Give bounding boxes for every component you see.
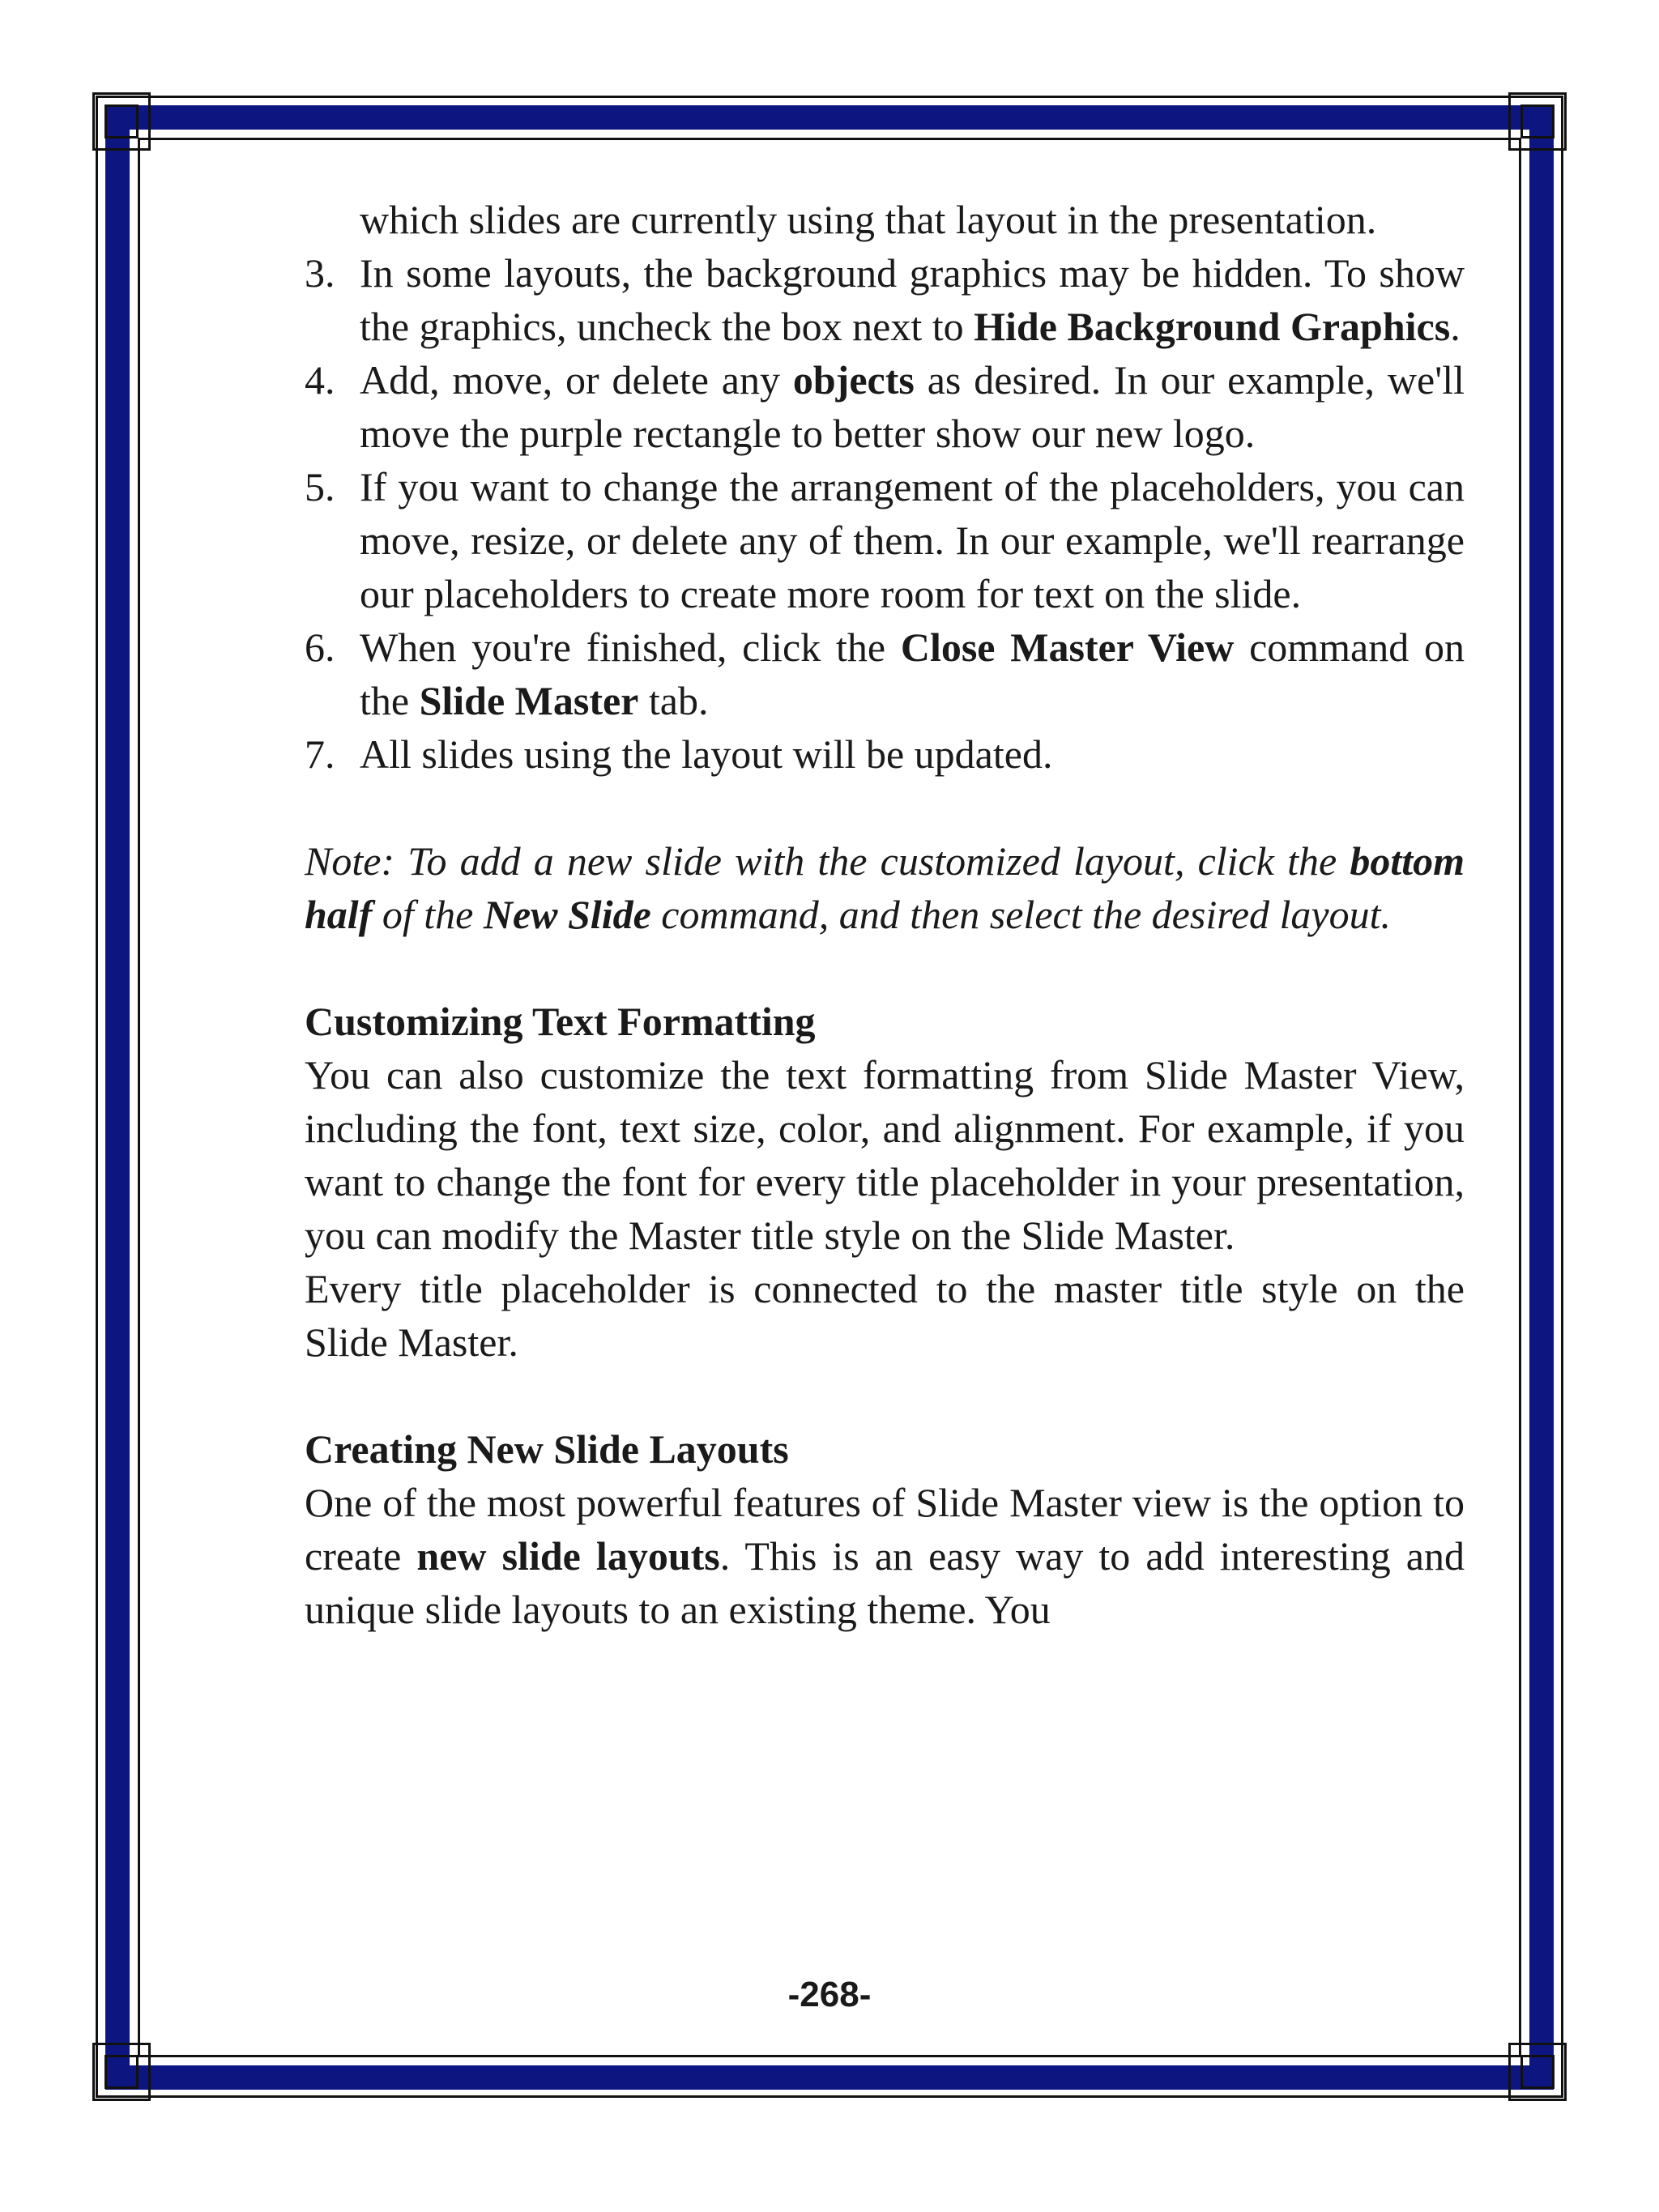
section-heading-creating-layouts: Creating New Slide Layouts — [305, 1426, 789, 1472]
list-item — [305, 727, 1465, 781]
step-text: Add, move, or delete any objects as desired. In our example, we'll move the purple rectangle to better show our new logo. — [360, 357, 1465, 456]
step-text: If you want to change the arrangement of the placeholders, you can move, resize, or delete any of them. In our example, we'll rearrange our placeholders to create more room for text on the slide. — [360, 464, 1465, 616]
list-item — [305, 460, 1465, 620]
list-item — [305, 353, 1465, 460]
page-number: -268- — [787, 1975, 872, 2014]
body-paragraph: You can also customize the text formatting from Slide Master View, including the font, text size, color, and alignment. For example, if you want to change the font for every title placeholder in your presentation, you can modify the Master title style on the Slide Master. — [305, 1052, 1465, 1258]
note-paragraph: Note: To add a new slide with the customized layout, click the bottom half of the New Slide command, and then select the desired layout. — [305, 838, 1465, 937]
page-content — [305, 193, 1465, 1636]
step-number: 7. — [305, 731, 335, 777]
step-number: 4. — [305, 357, 335, 403]
step-text: In some layouts, the background graphics may be hidden. To show the graphics, uncheck the box next to Hide Background Graphics. — [360, 250, 1465, 349]
step-number: 3. — [305, 250, 335, 296]
frame-corner-bottom-left — [92, 2043, 151, 2101]
section-heading-customizing-text: Customizing Text Formatting — [305, 999, 816, 1044]
step-number: 6. — [305, 624, 335, 670]
step-number: 5. — [305, 464, 335, 509]
frame-corner-top-right — [1508, 92, 1567, 151]
frame-corner-top-left — [92, 92, 151, 151]
list-item — [305, 620, 1465, 727]
list-continuation — [360, 193, 1465, 246]
list-item — [305, 246, 1465, 353]
steps-list — [305, 246, 1465, 781]
frame-corner-bottom-right — [1508, 2043, 1567, 2101]
body-paragraph: One of the most powerful features of Slide Master view is the option to create new slide layouts. This is an easy way to add interesting and unique slide layouts to an existing theme. You — [305, 1480, 1465, 1632]
step-text: All slides using the layout will be updated. — [360, 731, 1053, 777]
step-text: When you're finished, click the Close Master View command on the Slide Master tab. — [360, 624, 1465, 723]
continuation-text: which slides are currently using that layout in the presentation. — [360, 197, 1377, 242]
body-paragraph: Every title placeholder is connected to the master title style on the Slide Master. — [305, 1266, 1465, 1365]
